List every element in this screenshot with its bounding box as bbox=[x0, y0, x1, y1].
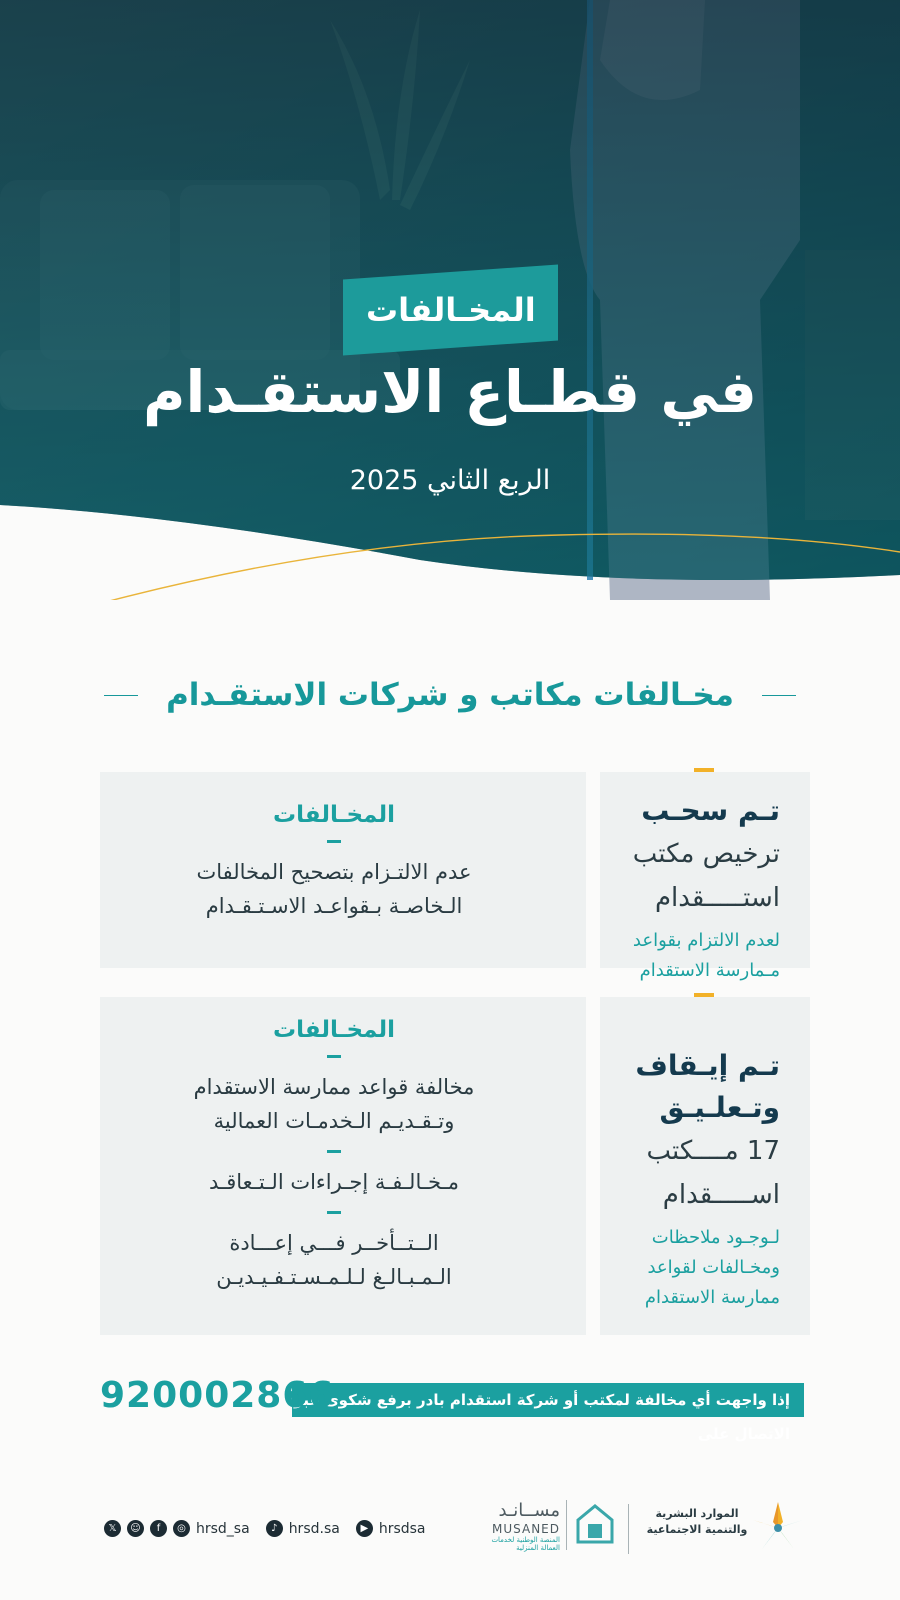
verdict-note-line: ممارسة الاستقدام bbox=[644, 1287, 780, 1308]
social-handle[interactable]: hrsd_sa bbox=[196, 1520, 250, 1537]
musaned-name-ar: مســانـد bbox=[498, 1500, 560, 1521]
hrsd-logo bbox=[646, 1500, 806, 1560]
hero-tag-label: المخـالفات bbox=[365, 291, 536, 330]
musaned-logo bbox=[488, 1500, 618, 1560]
violations-dash bbox=[327, 840, 341, 843]
violations-label: المخـالفات bbox=[273, 1017, 395, 1043]
heading-rule-right bbox=[762, 695, 796, 696]
verdict-note-line: لعدم الالتزام بقواعد bbox=[632, 930, 780, 951]
social-handle[interactable]: hrsd.sa bbox=[288, 1520, 340, 1537]
verdict-line: استـــــقدام bbox=[654, 883, 780, 913]
youtube-icon[interactable]: ▶ bbox=[356, 1520, 373, 1537]
hero-tag bbox=[343, 264, 558, 355]
violations-2 bbox=[174, 1017, 494, 1294]
violation-line: مخالفة قواعد ممارسة الاستقدام bbox=[193, 1075, 475, 1099]
hotline-number[interactable]: 920002866 bbox=[100, 1375, 335, 1416]
hotline-text: إذا واجهت أي مخالفة لمكتب أو شركة استقدام بادر برفع شكوى عبر الاتصال على bbox=[292, 1383, 804, 1417]
musaned-house-icon bbox=[574, 1502, 616, 1546]
verdict-head: تـم سحـب bbox=[641, 794, 780, 827]
hero-title: في قطـاع الاستقـدام bbox=[143, 358, 757, 426]
hotline-bar bbox=[100, 1375, 804, 1443]
violation-line: وتـقـديـم الـخدمـات العمالية bbox=[213, 1109, 455, 1133]
verdict-card-1 bbox=[600, 772, 810, 981]
footer bbox=[100, 1500, 810, 1560]
violation-line: مـخـالـفـة إجـراءات الـتـعاقـد bbox=[209, 1170, 459, 1194]
violations-dash bbox=[327, 1211, 341, 1214]
ministry-name: الموارد البشرية والتنمية الاجتماعية bbox=[646, 1507, 748, 1536]
section-heading bbox=[0, 670, 900, 720]
tiktok-icon[interactable]: ♪ bbox=[266, 1520, 283, 1537]
logo-divider bbox=[628, 1504, 629, 1554]
social-handle[interactable]: hrsdsa bbox=[378, 1520, 426, 1537]
heading-rule-left bbox=[104, 695, 138, 696]
logo-divider bbox=[566, 1500, 567, 1550]
instagram-icon[interactable]: ◎ bbox=[173, 1520, 190, 1537]
snapchat-icon[interactable]: ☺ bbox=[127, 1520, 144, 1537]
violation-line: الـمـبـالـغ لـلـمـسـتـفـيـديـن bbox=[216, 1265, 452, 1289]
verdict-note-line: مـمارسة الاستقدام bbox=[639, 960, 780, 981]
violations-1 bbox=[174, 802, 494, 923]
verdict-line: 17 مــــكتب bbox=[646, 1136, 780, 1166]
violation-line: الـخاصـة بـقواعـد الاسـتـقـدام bbox=[205, 894, 463, 918]
verdict-note bbox=[620, 1223, 780, 1313]
facebook-icon[interactable]: f bbox=[150, 1520, 167, 1537]
violations-label: المخـالفات bbox=[273, 802, 395, 828]
verdict-head: تـم إيـقاف وتـعلـيـق bbox=[635, 1049, 780, 1124]
verdict-line: اســـــقدام bbox=[662, 1180, 780, 1210]
violations-dash bbox=[327, 1055, 341, 1058]
hero-banner bbox=[0, 0, 900, 600]
x-icon[interactable]: 𝕏 bbox=[104, 1520, 121, 1537]
hrsd-star-icon bbox=[750, 1500, 806, 1556]
verdict-2 bbox=[620, 1045, 780, 1313]
violation-line: الــتــأخــر فـــي إعـــادة bbox=[229, 1231, 439, 1255]
verdict-card-2 bbox=[600, 997, 810, 1335]
verdict-1 bbox=[633, 790, 780, 986]
violations-card-2 bbox=[100, 997, 586, 1335]
violation-line: عدم الالتـزام بتصحيح المخالفات bbox=[196, 860, 472, 884]
musaned-tagline: المنصة الوطنية لخدمات العمالة المنزلية bbox=[491, 1536, 560, 1552]
social-links bbox=[104, 1520, 436, 1537]
verdict-note-line: لـوجـود ملاحظات bbox=[651, 1227, 780, 1248]
section-title: مخـالفات مكاتب و شركات الاستقـدام bbox=[166, 677, 734, 713]
verdict-note bbox=[633, 926, 780, 986]
hero-subtitle: الربع الثاني 2025 bbox=[349, 465, 551, 496]
verdict-line: ترخيص مكتب bbox=[632, 839, 780, 869]
verdict-note-line: ومخـالفات لقواعد bbox=[647, 1257, 780, 1278]
violations-card-1 bbox=[100, 772, 586, 968]
musaned-name-en: MUSANED bbox=[492, 1522, 560, 1536]
violations-dash bbox=[327, 1150, 341, 1153]
